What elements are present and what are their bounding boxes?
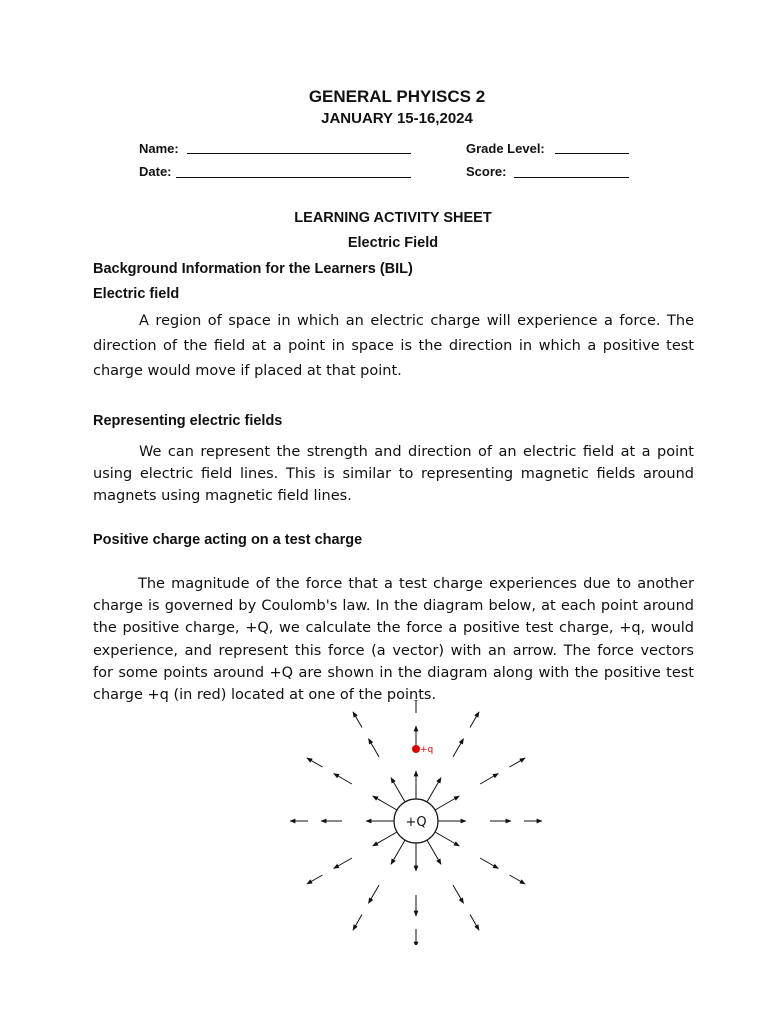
field-arrow-outer-60: [470, 712, 479, 728]
field-arrow-middle-150: [334, 774, 352, 785]
field-arrow-inner-60: [427, 778, 441, 802]
field-arrow-middle-240: [369, 885, 380, 903]
date-field[interactable]: [176, 177, 411, 178]
representing-paragraph: We can represent the strength and direction of an electric field at a point using electric field lines. This is similar to representing magnetic fields around magnets using magnetic field lines.: [93, 444, 694, 504]
field-arrow-middle-330: [480, 858, 498, 869]
field-arrow-outer-120: [353, 712, 362, 728]
source-charge-label: +Q: [405, 815, 427, 830]
field-arrow-inner-210: [373, 832, 397, 846]
field-arrow-middle-210: [334, 858, 352, 869]
electric-field-paragraph: A region of space in which an electric charge will experience a force. The direction of the field at a point in space is the direction in which a positive test charge would move if placed at that point.: [93, 313, 694, 379]
score-field[interactable]: [514, 177, 629, 178]
field-arrow-outer-330: [510, 875, 526, 884]
test-charge-dot: [412, 745, 420, 753]
field-arrow-middle-60: [453, 739, 464, 757]
sheet-subtitle: Electric Field: [347, 235, 439, 251]
field-arrow-inner-150: [373, 796, 397, 810]
field-arrow-inner-120: [391, 778, 405, 802]
name-field[interactable]: [187, 153, 411, 154]
grade-level-label: Grade Level:: [466, 141, 545, 156]
field-arrow-inner-240: [391, 840, 405, 864]
representing-heading: Representing electric fields: [93, 413, 283, 429]
field-arrow-inner-300: [427, 840, 441, 864]
electric-field-heading: Electric field: [93, 286, 180, 302]
sheet-title: LEARNING ACTIVITY SHEET: [294, 210, 492, 226]
name-label: Name:: [139, 141, 179, 156]
date-label: Date:: [139, 164, 172, 179]
field-arrow-inner-330: [435, 832, 459, 846]
field-arrow-outer-300: [470, 915, 479, 931]
field-arrow-middle-300: [453, 885, 464, 903]
bil-heading: Background Information for the Learners (BIL): [93, 261, 413, 277]
field-arrow-middle-30: [480, 774, 498, 785]
field-arrow-outer-150: [307, 758, 323, 767]
field-arrow-outer-30: [510, 758, 526, 767]
test-charge-label: +q: [420, 745, 434, 755]
field-arrow-inner-30: [435, 796, 459, 810]
document-title: GENERAL PHYISCS 2: [308, 87, 486, 106]
field-arrow-outer-240: [353, 915, 362, 931]
positive-charge-paragraph: The magnitude of the force that a test charge experiences due to another charge is governed by Coulomb's law. In the diagram below, at each point around the positive charge, +Q, we calculate the force a positive test charge, +q, would experience, and represent this force (a vector) with an arrow. The force vectors for some points around +Q are shown in the diagram along with the positive test charge +q (in red) located at one of the points.: [93, 576, 694, 704]
electric-field-diagram: [285, 700, 549, 945]
field-arrow-middle-120: [369, 739, 380, 757]
document-date: JANUARY 15-16,2024: [321, 110, 473, 127]
field-arrow-outer-210: [307, 875, 323, 884]
positive-charge-heading: Positive charge acting on a test charge: [93, 532, 363, 548]
grade-level-field[interactable]: [555, 153, 629, 154]
score-label: Score:: [466, 164, 507, 179]
